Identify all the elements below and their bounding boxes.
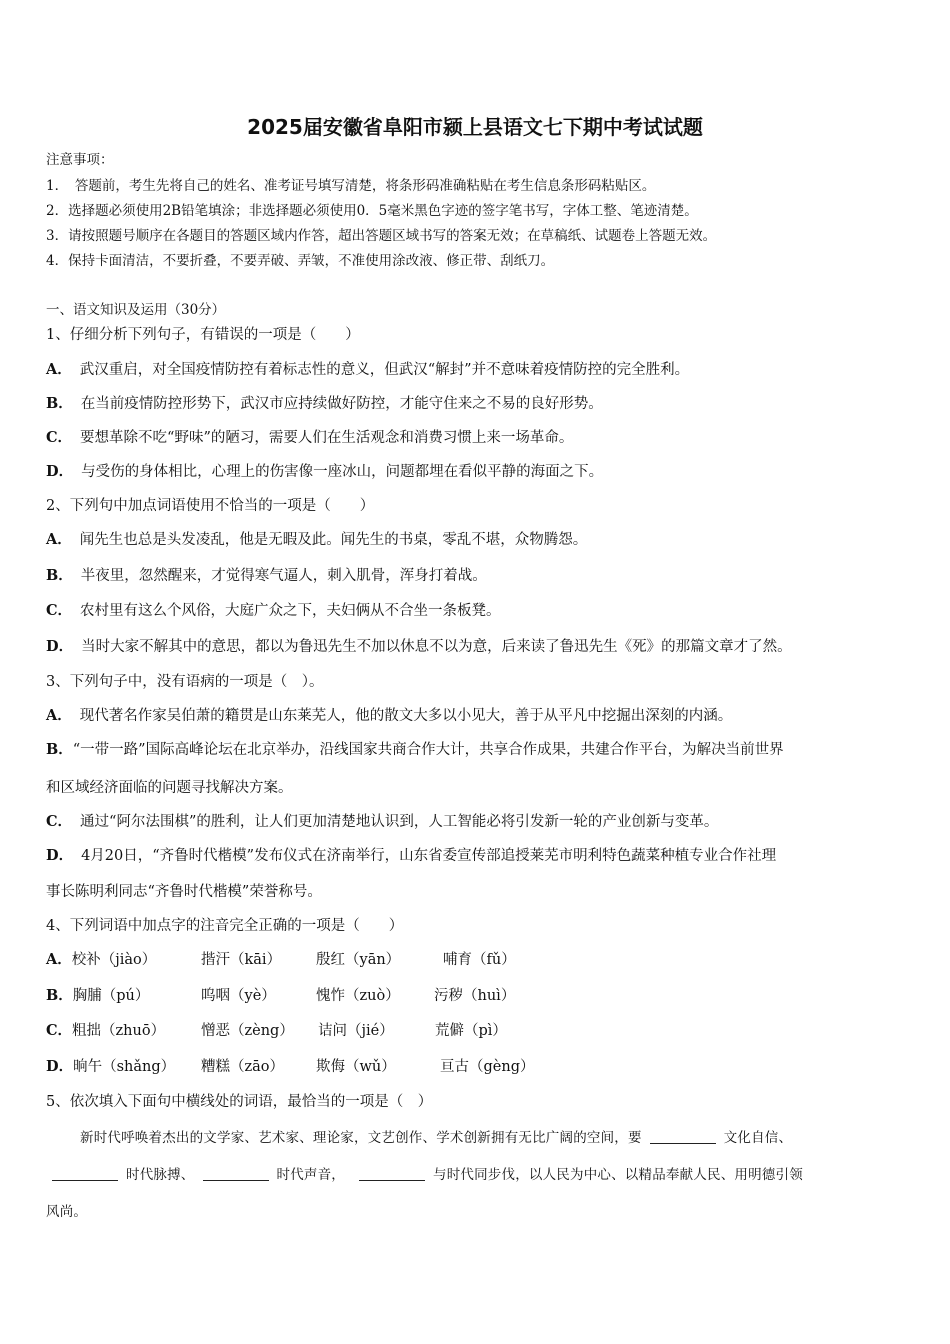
option-label: B． (46, 741, 73, 758)
option-label: B． (46, 987, 73, 1004)
option-text: 4月20日，“齐鲁时代楷模”发布仪式在济南举行，山东省委宣传部追授莱芜市明利特色蔬菜种植专业合作社理 (81, 848, 777, 864)
question-5-passage-line-1 (80, 1128, 792, 1148)
question-5-passage-line-3: 风尚。 (46, 1204, 88, 1220)
option-text: 通过“阿尔法围棋”的胜利，让人们更加清楚地认识到，人工智能必将引发新一轮的产业创新与变革。 (80, 814, 719, 830)
question-1-option-a (46, 360, 689, 380)
fill-blank (52, 1166, 118, 1181)
option-label: B． (46, 567, 73, 584)
pinyin-word: 晌午（shǎng） (73, 1059, 176, 1075)
option-label: C． (46, 602, 73, 619)
passage-text: 文化自信、 (723, 1130, 793, 1146)
option-label: D． (46, 638, 74, 655)
notice-item: 3．请按照题号顺序在各题目的答题区域内作答，超出答题区域书写的答案无效；在草稿纸、试题卷上答题无效。 (46, 228, 717, 244)
option-label: D． (46, 1058, 74, 1075)
question-2-option-c (46, 601, 501, 621)
question-2-option-d (46, 637, 792, 657)
question-2-option-a (46, 530, 587, 550)
passage-text: 时代声音， (276, 1167, 345, 1183)
pinyin-word: 污秽（huì） (434, 988, 516, 1004)
pinyin-word: 亘古（gèng） (440, 1059, 535, 1075)
fill-blank (203, 1166, 269, 1181)
pinyin-word: 粗拙（zhuō） (72, 1023, 166, 1039)
notice-item: 4．保持卡面清洁，不要折叠，不要弄破、弄皱，不准使用涂改液、修正带、刮纸刀。 (46, 253, 555, 269)
question-3-stem: 3、下列句子中，没有语病的一项是（ ）。 (46, 674, 324, 690)
notice-heading: 注意事项： (46, 152, 114, 168)
option-label: B． (46, 395, 73, 412)
option-label: A． (46, 361, 72, 378)
pinyin-word: 诘问（jié） (318, 1023, 394, 1039)
option-label: A． (46, 531, 72, 548)
question-4-stem: 4、下列词语中加点字的注音完全正确的一项是（ ） (46, 918, 404, 934)
option-text: 当时大家不解其中的意思，都以为鲁迅先生不加以休息不以为意，后来读了鲁迅先生《死》的那篇文章才了然。 (81, 639, 792, 655)
option-text: 在当前疫情防控形势下，武汉市应持续做好防控，才能守住来之不易的良好形势。 (80, 396, 603, 412)
notice-item: 2．选择题必须使用2B铅笔填涂；非选择题必须使用0．5毫米黑色字迹的签字笔书写，字体工整、笔迹清楚。 (46, 203, 698, 219)
passage-text: 与时代同步伐，以人民为中心、以精品奉献人民、用明德引领 (433, 1167, 803, 1183)
notice-item: 1． 答题前，考生先将自己的姓名、准考证号填写清楚，将条形码准确粘贴在考生信息条形码粘贴区。 (46, 178, 656, 194)
question-3-option-b-continued: 和区域经济面临的问题寻找解决方案。 (46, 780, 293, 796)
option-label: C． (46, 429, 73, 446)
pinyin-word: 殷红（yān） (316, 952, 401, 968)
question-2-option-b (46, 566, 487, 586)
option-text: 闻先生也总是头发凌乱，他是无暇及此。闻先生的书桌，零乱不堪，众物腾怨。 (79, 532, 588, 548)
pinyin-word: 校补（jiào） (71, 952, 157, 968)
fill-blank (650, 1129, 716, 1144)
pinyin-word: 胸脯（pú） (72, 988, 150, 1004)
option-text: 现代著名作家吴伯萧的籍贯是山东莱芜人，他的散文大多以小见大，善于从平凡中挖掘出深刻的内涵。 (79, 708, 733, 724)
passage-text: 时代脉搏、 (126, 1167, 195, 1183)
question-2-stem: 2、下列句中加点词语使用不恰当的一项是（ ） (46, 498, 375, 514)
option-text: 农村里有这么个风俗，大庭广众之下，夫妇俩从不合坐一条板凳。 (80, 603, 501, 619)
pinyin-word: 哺育（fǔ） (443, 952, 516, 968)
question-5-stem: 5、依次填入下面句中横线处的词语，最恰当的一项是（ ） (46, 1094, 433, 1110)
option-label: C． (46, 813, 73, 830)
fill-blank (359, 1166, 425, 1181)
option-text: 要想革除不吃“野味”的陋习，需要人们在生活观念和消费习惯上来一场革命。 (80, 430, 574, 446)
option-text: 半夜里，忽然醒来，才觉得寒气逼人，刺入肌骨，浑身打着战。 (80, 568, 487, 584)
option-label: D． (46, 463, 74, 480)
question-3-option-b (46, 740, 784, 760)
page-title: 2025届安徽省阜阳市颍上县语文七下期中考试试题 (247, 115, 703, 139)
section-heading: 一、语文知识及运用（30分） (46, 302, 226, 318)
question-3-option-d (46, 846, 776, 866)
option-label: D． (46, 847, 74, 864)
pinyin-word: 愧怍（zuò） (316, 988, 400, 1004)
question-1-option-c (46, 428, 573, 448)
question-3-option-d-continued: 事长陈明利同志“齐鲁时代楷模”荣誉称号。 (46, 884, 322, 900)
pinyin-word: 憎恶（zèng） (201, 1023, 294, 1039)
option-text: 与受伤的身体相比，心理上的伤害像一座冰山，问题都埋在看似平静的海面之下。 (81, 464, 604, 480)
question-5-passage-line-2 (46, 1165, 803, 1185)
option-text: 武汉重启，对全国疫情防控有着标志性的意义，但武汉“解封”并不意味着疫情防控的完全胜利。 (79, 362, 690, 378)
pinyin-word: 呜咽（yè） (201, 988, 276, 1004)
option-label: A． (46, 707, 72, 724)
option-text: “一带一路”国际高峰论坛在北京举办，沿线国家共商合作大计，共享合作成果，共建合作平台，为解决当前世界 (72, 742, 784, 758)
option-label: A． (46, 951, 72, 968)
question-3-option-a (46, 706, 732, 726)
pinyin-word: 揩汗（kāi） (201, 952, 282, 968)
question-3-option-c (46, 812, 718, 832)
option-label: C． (46, 1022, 73, 1039)
pinyin-word: 欺侮（wǔ） (316, 1059, 396, 1075)
pinyin-word: 糟糕（zāo） (201, 1059, 285, 1075)
question-1-option-d (46, 462, 603, 482)
question-1-stem: 1、仔细分析下列句子，有错误的一项是（ ） (46, 327, 360, 343)
pinyin-word: 荒僻（pì） (435, 1023, 507, 1039)
passage-text: 新时代呼唤着杰出的文学家、艺术家、理论家，文艺创作、学术创新拥有无比广阔的空间，要 (80, 1130, 642, 1146)
question-1-option-b (46, 394, 603, 414)
